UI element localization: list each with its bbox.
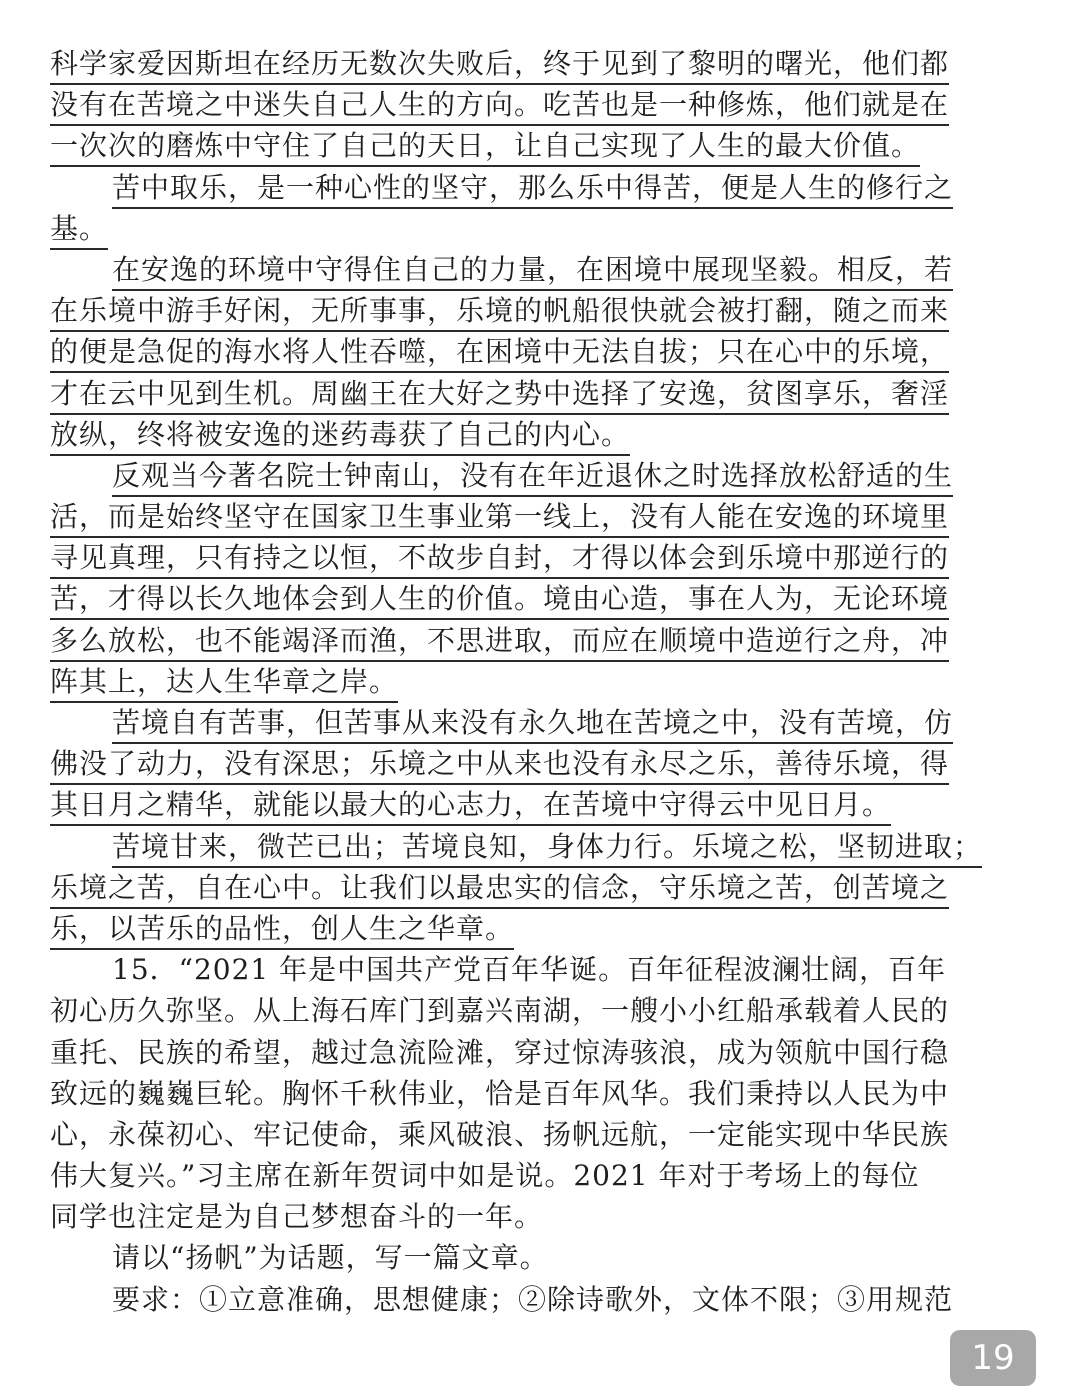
underlined-text: 阵其上，达人生华章之岸。 [50, 663, 398, 703]
text-line: 重托、民族的希望，越过急流险滩，穿过惊涛骇浪，成为领航中国行稳 [50, 1035, 950, 1069]
underlined-text: 活，而是始终坚守在国家卫生事业第一线上，没有人能在安逸的环境里 [50, 498, 949, 538]
text-line [50, 909, 1032, 950]
text-line [50, 250, 1032, 291]
text-line [50, 291, 1032, 332]
text-line [50, 374, 1032, 415]
text-line [50, 126, 1032, 167]
text-line: 伟大复兴。”习主席在新年贺词中如是说。2021 年对于考场上的每位 [50, 1159, 920, 1193]
underlined-text: 放纵，终将被安逸的迷药毒获了自己的内心。 [50, 416, 630, 456]
text-line [50, 332, 1032, 373]
text-line: 致远的巍巍巨轮。胸怀千秋伟业，恰是百年风华。我们秉持以人民为中 [50, 1076, 950, 1110]
underlined-text: 一次次的磨炼中守住了自己的天日，让自己实现了人生的最大价值。 [50, 127, 920, 167]
text-line [50, 497, 1032, 538]
essay-body [50, 44, 1032, 950]
underlined-text: 寻见真理，只有持之以恒，不故步自封，才得以体会到乐境中那逆行的 [50, 539, 949, 579]
underlined-text: 苦境自有苦事，但苦事从来没有永久地在苦境之中，没有苦境，仿 [112, 704, 953, 744]
text-line [50, 85, 1032, 126]
underlined-text: 在安逸的环境中守得住自己的力量，在困境中展现坚毅。相反，若 [112, 251, 953, 291]
underlined-text: 其日月之精华，就能以最大的心志力，在苦境中守得云中见日月。 [50, 786, 891, 826]
document-page [50, 44, 1032, 1321]
text-line [50, 579, 1032, 620]
page-number-badge: 19 [950, 1330, 1036, 1386]
text-line: 请以“扬帆”为话题，写一篇文章。 [112, 1241, 549, 1275]
text-line [50, 785, 1032, 826]
underlined-text: 没有在苦境之中迷失自己人生的方向。吃苦也是一种修炼，他们就是在 [50, 86, 949, 126]
text-line [50, 662, 1032, 703]
text-line [50, 827, 1032, 868]
text-line: 心，永葆初心、牢记使命，乘风破浪、扬帆远航，一定能实现中华民族 [50, 1117, 950, 1151]
question-15 [50, 950, 1032, 1321]
underlined-text: 乐境之苦，自在心中。让我们以最忠实的信念，守乐境之苦，创苦境之 [50, 869, 949, 909]
underlined-text: 苦，才得以长久地体会到人生的价值。境由心造，事在人为，无论环境 [50, 580, 949, 620]
text-line [50, 538, 1032, 579]
underlined-text: 在乐境中游手好闲，无所事事，乐境的帆船很快就会被打翻，随之而来 [50, 292, 949, 332]
text-line [50, 209, 1032, 250]
text-line [50, 415, 1032, 456]
text-line [50, 744, 1032, 785]
text-line [50, 703, 1032, 744]
underlined-text: 乐，以苦乐的品性，创人生之华章。 [50, 910, 514, 950]
text-line [50, 868, 1032, 909]
text-line: 要求：①立意准确，思想健康；②除诗歌外，文体不限；③用规范 [112, 1282, 954, 1316]
text-line [50, 168, 1032, 209]
text-line: 初心历久弥坚。从上海石库门到嘉兴南湖，一艘小小红船承载着人民的 [50, 994, 950, 1028]
underlined-text: 反观当今著名院士钟南山，没有在年近退休之时选择放松舒适的生 [112, 457, 953, 497]
underlined-text: 科学家爱因斯坦在经历无数次失败后，终于见到了黎明的曙光，他们都 [50, 45, 949, 85]
text-line: 15．“2021 年是中国共产党百年华诞。百年征程波澜壮阔，百年 [112, 953, 947, 987]
underlined-text: 才在云中见到生机。周幽王在大好之势中选择了安逸，贫图享乐，奢淫 [50, 375, 949, 415]
text-line [50, 621, 1032, 662]
underlined-text: 苦中取乐，是一种心性的坚守，那么乐中得苦，便是人生的修行之 [112, 169, 953, 209]
underlined-text: 苦境甘来，微芒已出；苦境良知，身体力行。乐境之松，坚韧进取； [112, 828, 982, 868]
text-line: 同学也注定是为自己梦想奋斗的一年。 [50, 1200, 544, 1234]
underlined-text: 基。 [50, 210, 108, 250]
text-line [50, 456, 1032, 497]
underlined-text: 佛没了动力，没有深思；乐境之中从来也没有永尽之乐，善待乐境，得 [50, 745, 949, 785]
underlined-text: 多么放松，也不能竭泽而渔，不思进取，而应在顺境中造逆行之舟，冲 [50, 622, 949, 662]
underlined-text: 的便是急促的海水将人性吞噬，在困境中无法自拔；只在心中的乐境， [50, 333, 949, 373]
text-line [50, 44, 1032, 85]
